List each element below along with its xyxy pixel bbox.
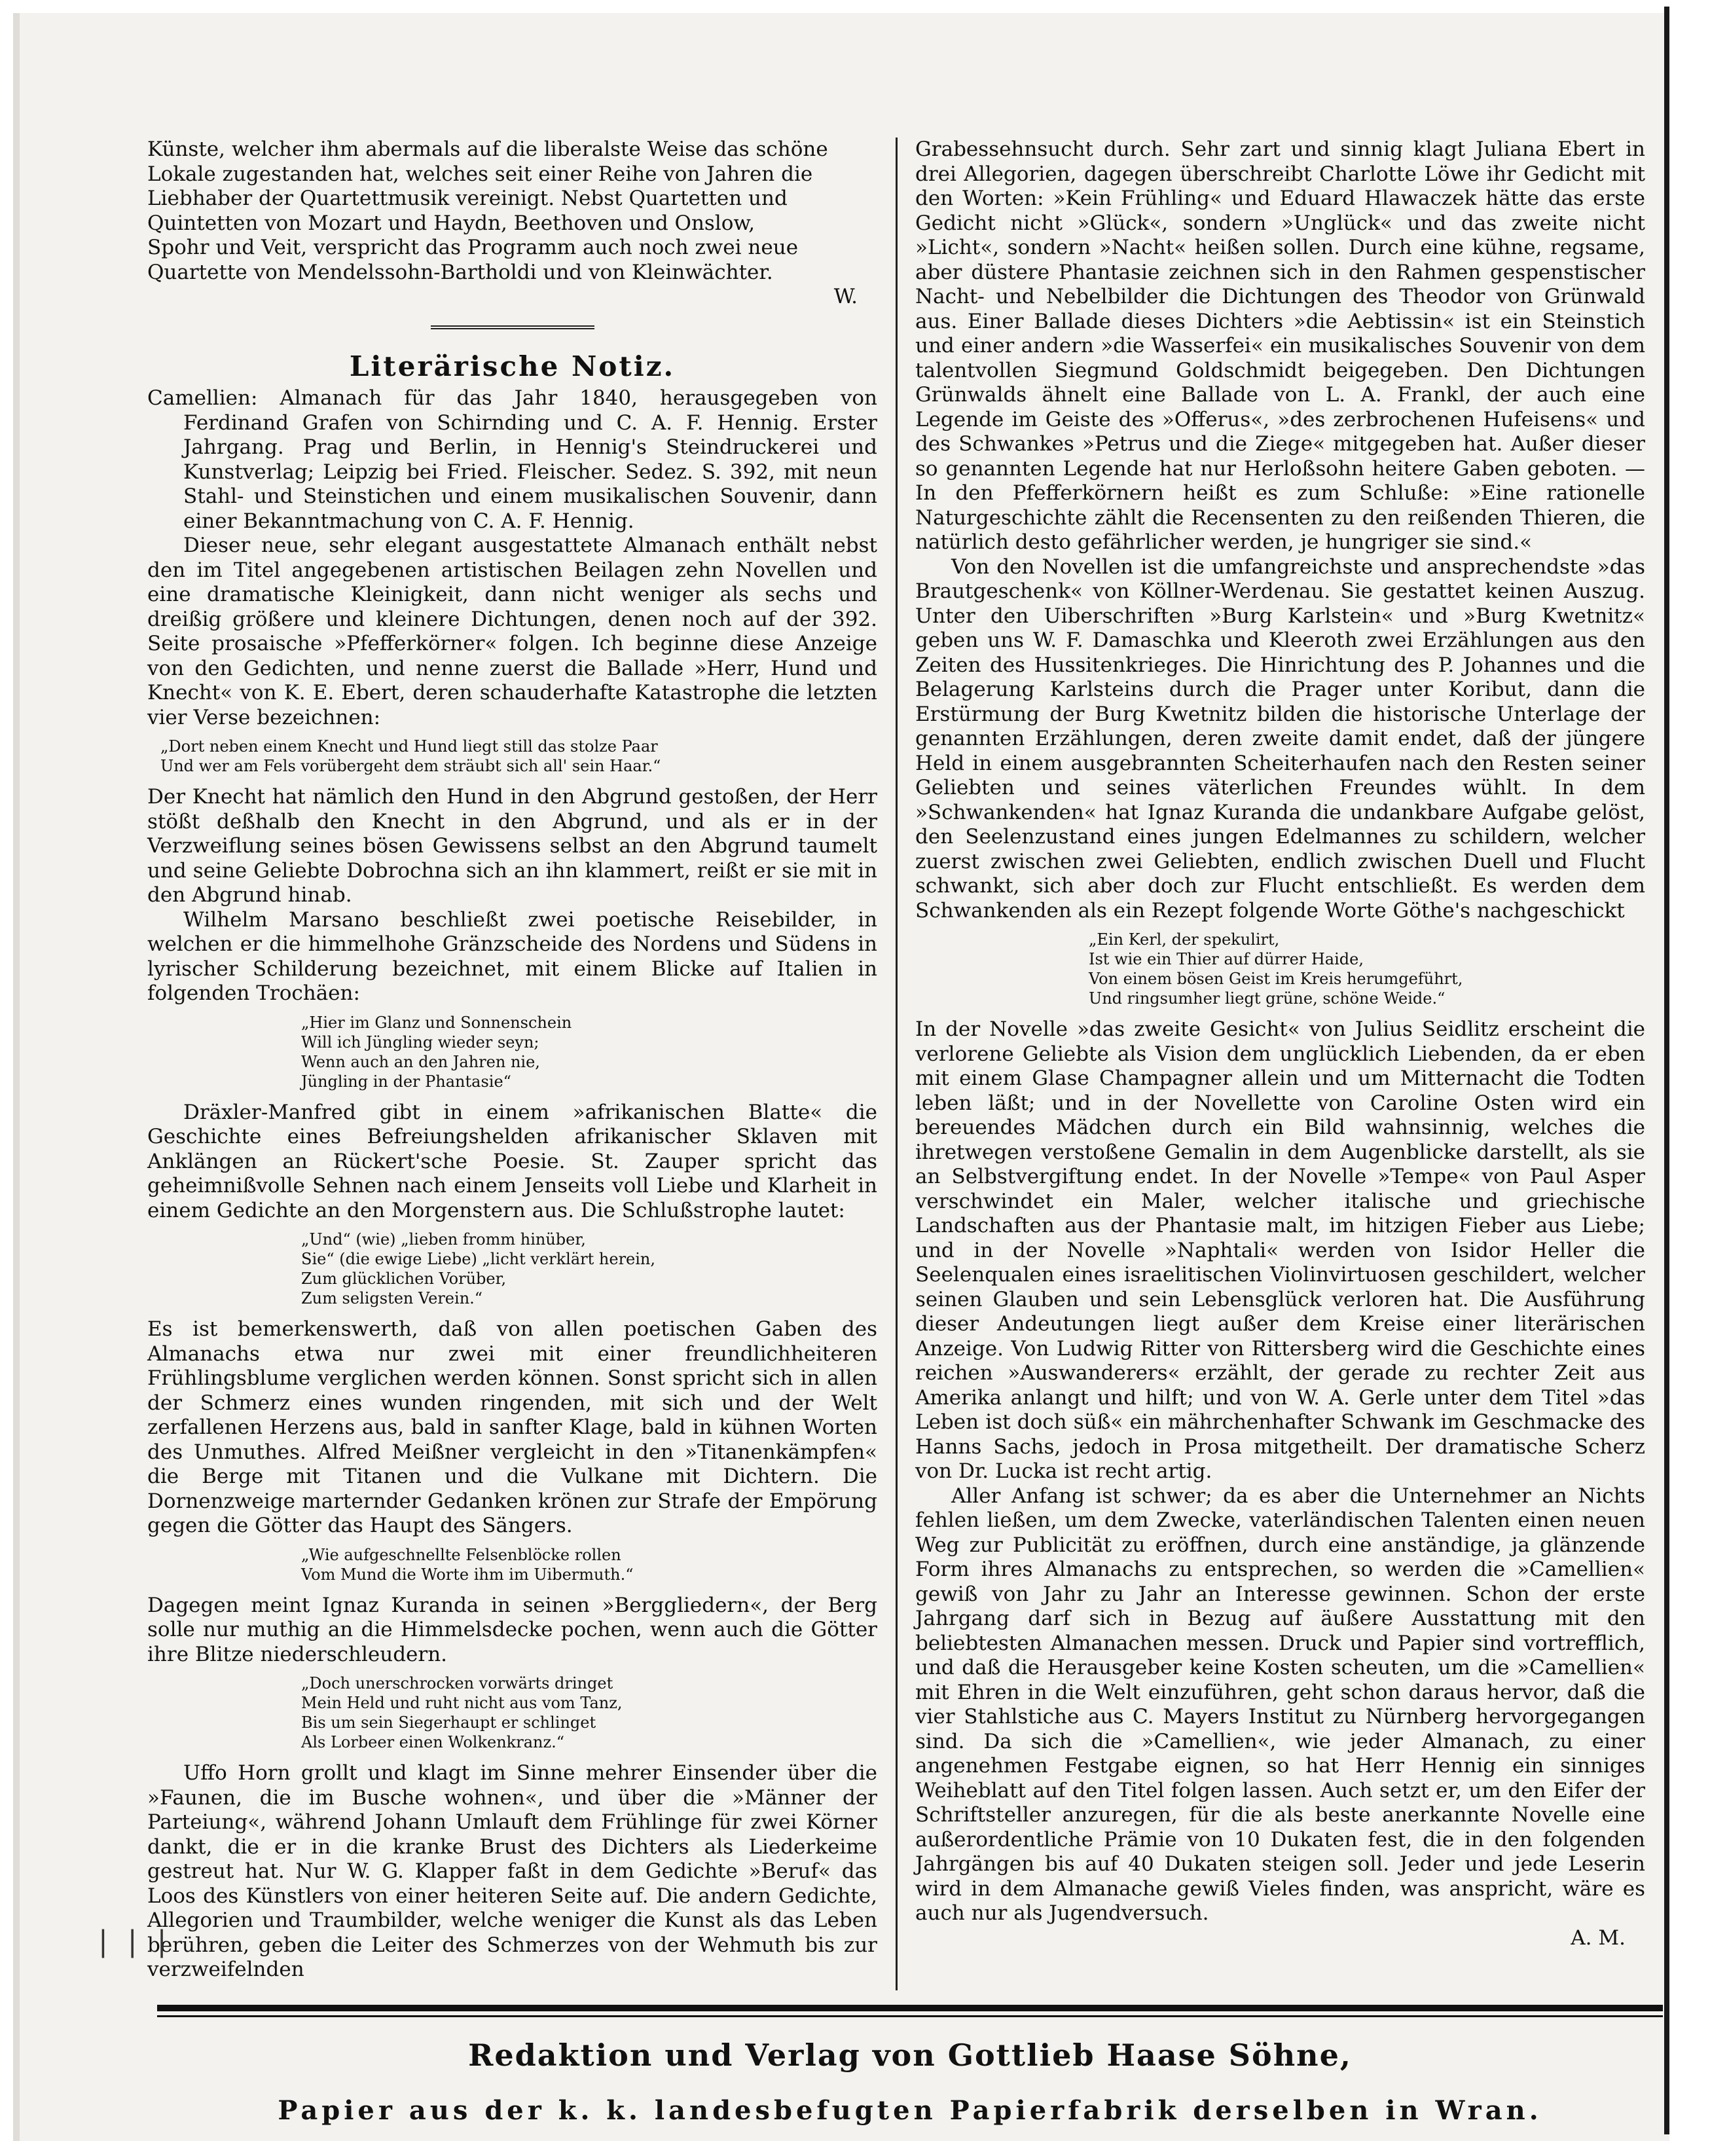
review-paragraph: Wilhelm Marsano beschließt zwei poetische Reisebilder, in welchen er die himmelhohe Gränzscheide des Nordens und Südens in lyrischer Schilderung bezeichnet, mit einem Blicke auf Italien in folgenden Trochäen:	[147, 907, 877, 1005]
section-heading: Literärische Notiz.	[349, 350, 676, 382]
verse-quote	[915, 930, 1645, 1008]
intro-line: Lokale zugestanden hat, welches seit einer Reihe von Jahren die	[147, 162, 813, 186]
intro-paragraph	[147, 137, 877, 310]
intro-line: Liebhaber der Quartettmusik vereinigt. Nebst Quartetten und	[147, 187, 788, 210]
verse-line: „Und“ (wie) „lieben fromm hinüber,	[301, 1230, 586, 1249]
verse-line: Und ringsumher liegt grüne, schöne Weide.“	[1089, 989, 1446, 1008]
verse-quote	[147, 1673, 877, 1752]
column-divider	[896, 137, 898, 1990]
verse-line: Mein Held und ruht nicht aus vom Tanz,	[301, 1694, 623, 1712]
scan-margin	[1669, 0, 1710, 2156]
verse-quote	[147, 1230, 877, 1308]
verse-quote	[147, 1545, 877, 1584]
intro-signature: W.	[833, 285, 858, 308]
verse-line: Zum glücklichen Vorüber,	[301, 1270, 507, 1288]
verse-line: „Dort neben einem Knecht und Hund liegt still das stolze Paar	[160, 737, 658, 756]
review-paragraph: Dräxler-Manfred gibt in einem »afrikanischen Blatte« die Geschichte eines Befreiungshelden afrikanischer Sklaven mit Anklängen an Rückert'sche Poesie. St. Zauper spricht das geheimnißvolle Sehnen nach einem Jenseits voll Liebe und Klarheit in einem Gedichte an den Morgenstern aus. Die Schlußstrophe lautet:	[147, 1100, 877, 1222]
review-signature: A. M.	[1571, 1926, 1626, 1950]
verse-line: Und wer am Fels vorübergeht dem sträubt sich all' sein Haar.“	[160, 757, 661, 775]
intro-line: Quintetten von Mozart und Haydn, Beethoven und Onslow,	[147, 211, 755, 235]
bleed-through-marks: | | |	[98, 1925, 172, 1958]
verse-line: Wenn auch an den Jahren nie,	[301, 1052, 540, 1071]
verse-quote	[147, 737, 877, 776]
verse-line: Sie“ (die ewige Liebe) „licht verklärt herein,	[301, 1250, 656, 1268]
verse-line: Jüngling in der Phantasie“	[301, 1072, 511, 1091]
review-paragraph: Von den Novellen ist die umfangreichste und ansprechendste »das Brautgeschenk« von Köllner-Werdenau. Sie gestattet keinen Auszug. Unter den Uiberschriften »Burg Karlstein« und »Burg Kwetnitz« geben uns W. F. Damaschka und Kleeroth zwei Erzählungen aus den Zeiten des Hussitenkrieges. Die Hinrichtung des P. Johannes und die Belagerung Karlsteins durch die Prager unter Koribut, dann die Erstürmung der Burg Kwetnitz bilden die historische Unterlage der genannten Erzählungen, deren zweite damit endet, daß der jüngere Held in einem ausgebrannten Scheiterhaufen nach den Resten seiner Geliebten und seines väterlichen Freundes wühlt. In dem »Schwankenden« hat Ignaz Kuranda die undankbare Aufgabe gelöst, den Seelenzustand eines jungen Edelmannes zu schildern, welcher zuerst zwischen zwei Geliebten, endlich zwischen Duell und Flucht schwankt, sich aber doch zur Flucht entschließt. Es werden dem Schwankenden als ein Rezept folgende Worte Göthe's nachgeschickt	[915, 555, 1645, 923]
verse-line: „Wie aufgeschnellte Felsenblöcke rollen	[301, 1545, 621, 1564]
publisher-imprint: Redaktion und Verlag von Gottlieb Haase Söhne,	[468, 2037, 1352, 2073]
paper-imprint: Papier aus der k. k. landesbefugten Papierfabrik derselben in Wran.	[278, 2095, 1542, 2126]
review-paragraph: Dagegen meint Ignaz Kuranda in seinen »Berggliedern«, der Berg solle nur muthig an die Himmelsdecke pochen, wenn auch die Götter ihre Blitze niederschleudern.	[147, 1593, 877, 1666]
left-column	[147, 137, 877, 1982]
review-paragraph: Uffo Horn grollt und klagt im Sinne mehrer Einsender über die »Faunen, die im Busche wohnen«, und über die »Männer der Parteiung«, während Johann Umlauft dem Frühlinge für zwei Körner dankt, die er in die kranke Brust des Dichters als Liederkeime gestreut hat. Nur W. G. Klapper faßt in dem Gedichte »Beruf« das Loos des Künstlers von einer heiteren Seite auf. Die andern Gedichte, Allegorien und Traumbilder, welche weniger die Kunst als das Leben berühren, geben die Leiter des Schmerzes von der Wehmuth bis zur verzweifelnden	[147, 1761, 877, 1981]
review-paragraph: Dieser neue, sehr elegant ausgestattete Almanach enthält nebst den im Titel angegebenen artistischen Beilagen zehn Novellen und eine dramatische Kleinigkeit, dann nicht weniger als sechs und dreißig größere und kleinere Dichtungen, denen noch auf der 392. Seite prosaische »Pfefferkörner« folgen. Ich beginne diese Anzeige von den Gedichten, und nenne zuerst die Ballade »Herr, Hund und Knecht« von K. E. Ebert, deren schauderhafte Katastrophe die letzten vier Verse bezeichnen:	[147, 534, 877, 729]
review-paragraph: Aller Anfang ist schwer; da es aber die Unternehmer an Nichts fehlen ließen, um dem Zwecke, vaterländischen Talenten einen neuen Weg zur Publicität zu eröffnen, durch eine anständige, ja glänzende Form ihres Almanachs zu entsprechen, so werden die »Camellien« gewiß von Jahr zu Jahr an Interesse gewinnen. Schon der erste Jahrgang darf sich in Bezug auf äußere Ausstattung mit den beliebtesten Almanachen messen. Druck und Papier sind vortrefflich, und daß die Herausgeber keine Kosten scheuten, um die »Camellien« mit Ehren in die Welt einzuführen, geht schon daraus hervor, daß die vier Stahlstiche aus C. Mayers Institut zu Nürnberg hervorgegangen sind. Da sich die »Camellien«, wie jeder Almanach, zu einer angenehmen Festgabe eignen, so hat Herr Hennig ein sinniges Weiheblatt auf den Titel folgen lassen. Auch setzt er, um den Eifer der Schriftsteller anzuregen, für die als beste anerkannte Novelle eine außerordentliche Prämie von 10 Dukaten fest, die in den folgenden Jahrgängen bis auf 40 Dukaten steigen soll. Jeder und jede Leserin wird in dem Almanache gewiß Vieles finden, was anspricht, wäre es auch nur als Jugendversuch.	[915, 1484, 1645, 1925]
verse-line: Zum seligsten Verein.“	[301, 1289, 483, 1307]
review-paragraph: Es ist bemerkenswerth, daß von allen poetischen Gaben des Almanachs etwa nur zwei mit einer freundlichheiteren Frühlingsblume verglichen werden können. Sonst spricht sich in allen der Schmerz eines wunden ringenden, mit sich und der Welt zerfallenen Herzens aus, bald in sanfter Klage, bald in kühnen Worten des Unmuthes. Alfred Meißner vergleicht in den »Titanenkämpfen« die Berge mit Titanen und die Vulkane mit Dichtern. Die Dornenzweige marternder Gedanken krönen zur Strafe der Empörung gegen die Götter das Haupt des Sängers.	[147, 1317, 877, 1537]
footer-rule	[157, 2005, 1663, 2011]
review-paragraph: In der Novelle »das zweite Gesicht« von Julius Seidlitz erscheint die verlorene Geliebte als Vision dem unglücklich Liebenden, da er eben mit einem Glase Champagner allein und um Mitternacht die Todten leben läßt; und in der Novellette von Caroline Osten wird ein bereuendes Mädchen durch ein Bild wahnsinnig, welches die ihretwegen verstoßene Gemalin in dem Augenblicke darstellt, als sie an Selbstvergiftung endet. In der Novelle »Tempe« von Paul Asper verschwindet ein Maler, welcher italische und griechische Landschaften aus der Phantasie malt, im hitzigen Fieber aus Liebe; und in der Novelle »Naphtali« werden von Isidor Heller die Seelenqualen eines israelitischen Violinvirtuosen geschildert, welcher seinen Glauben und sein Lebensglück verloren hat. Die Ausführung dieser Andeutungen liegt außer dem Kreise einer literärischen Anzeige. Von Ludwig Ritter von Rittersberg wird die Geschichte eines reichen »Auswanderers« erzählt, der gerade zu rechter Zeit aus Amerika anlangt und hilft; und von W. A. Gerle unter dem Titel »das Leben ist doch süß« ein mährchenhafter Schwank im Geschmacke des Hanns Sachs, jedoch in Prosa mitgetheilt. Der dramatische Scherz von Dr. Lucka ist recht artig.	[915, 1017, 1645, 1483]
verse-line: Bis um sein Siegerhaupt er schlinget	[301, 1713, 596, 1732]
verse-line: Will ich Jüngling wieder seyn;	[301, 1032, 539, 1051]
verse-quote	[147, 1013, 877, 1091]
intro-line: Quartette von Mendelssohn-Bartholdi und von Kleinwächter.	[147, 260, 773, 284]
verse-line: „Doch unerschrocken vorwärts dringet	[301, 1674, 613, 1692]
intro-line: Spohr und Veit, verspricht das Programm auch noch zwei neue	[147, 236, 799, 259]
verse-line: „Hier im Glanz und Sonnenschein	[301, 1013, 572, 1032]
review-paragraph: Grabessehnsucht durch. Sehr zart und sinnig klagt Juliana Ebert in drei Allegorien, dagegen überschreibt Charlotte Löwe ihr Gedicht mit den Worten: »Kein Frühling« und Eduard Hlawaczek hätte das erste Gedicht nicht »Glück«, sondern »Unglück« und das zweite nicht »Licht«, sondern »Nacht« heißen sollen. Durch eine kühne, regsame, aber düstere Phantasie zeichnen sich in den Rahmen gespenstischer Nacht- und Nebelbilder die Dichtungen des Theodor von Grünwald aus. Einer Ballade dieses Dichters »die Aebtissin« ist ein Steinstich und einer andern »die Wasserfei« ein musikalisches Souvenir von dem talentvollen Siegmund Goldschmidt beigegeben. Den Dichtungen Grünwalds ähnelt eine Ballade von L. A. Frankl, der auch eine Legende im Geiste des »Offerus«, »des zerbrochenen Hufeisens« und des Schwankes »Petrus und die Ziege« mitgegeben hat. Außer dieser so genannten Legende hat nur Herloßsohn heitere Gaben geboten. — In den Pfefferkörnern heißt es zum Schluße: »Eine rationelle Naturgeschichte zählt die Recensenten zu den reißenden Thieren, die natürlich desto gefährlicher werden, je hungriger sie sind.«	[915, 137, 1645, 554]
intro-line: Künste, welcher ihm abermals auf die liberalste Weise das schöne	[147, 137, 828, 161]
right-column	[915, 137, 1645, 1950]
book-citation: Camellien: Almanach für das Jahr 1840, herausgegeben von Ferdinand Grafen von Schirnding und C. A. F. Hennig. Erster Jahrgang. Prag und Berlin, in Hennig's Steindruckerei und Kunstverlag; Leipzig bei Fried. Fleischer. Sedez. S. 392, mit neun Stahl- und Steinstichen und einem musikalischen Souvenir, dann einer Bekanntmachung von C. A. F. Hennig.	[147, 386, 877, 533]
review-paragraph: Der Knecht hat nämlich den Hund in den Abgrund gestoßen, der Herr stößt deßhalb den Knecht in den Abgrund, und als er in der Verzweiflung seines bösen Gewissens selbst an den Abgrund taumelt und seine Geliebte Dobrochna sich an ihn klammert, reißt er sie mit in den Abgrund hinab.	[147, 785, 877, 907]
verse-line: Als Lorbeer einen Wolkenkranz.“	[301, 1733, 564, 1751]
verse-line: Vom Mund die Worte ihm im Uibermuth.“	[301, 1565, 634, 1584]
verse-line: Von einem bösen Geist im Kreis herumgeführt,	[1089, 970, 1463, 988]
verse-line: Ist wie ein Thier auf dürrer Haide,	[1089, 950, 1364, 968]
verse-line: „Ein Kerl, der spekulirt,	[1089, 930, 1280, 949]
footer-rule-thin	[157, 2015, 1663, 2017]
section-divider	[431, 325, 594, 329]
